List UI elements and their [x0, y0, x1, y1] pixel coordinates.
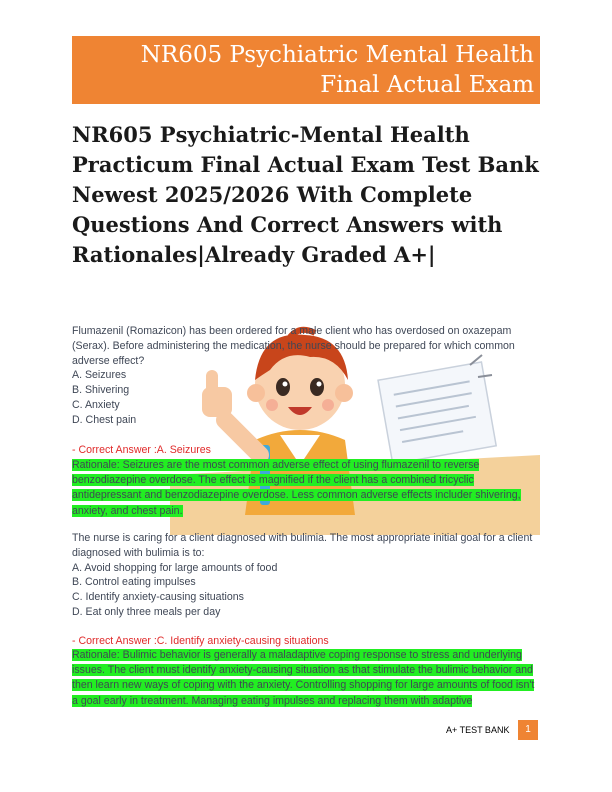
rationale-text: Rationale: Bulimic behavior is generally a maladaptive coping response to stress and underlying issues. The client must identify anxiety-causing situation as that stimulate the bulimic behavior and then learn new ways of coping with the anxiety. Controlling shopping for large amounts of food isn't a goal early in treatment. Managing eating impulses and replacing them with adaptive [72, 649, 535, 707]
question-2 [72, 531, 542, 620]
banner-title: NR605 Psychiatric Mental Health Final Actual Exam [140, 42, 534, 98]
question-stem: Flumazenil (Romazicon) has been ordered for a male client who has overdosed on oxazepam (Serax). Before administering the medication, the nurse should be prepared for which common adverse effect? [72, 325, 515, 367]
option-d: D. Eat only three meals per day [72, 605, 221, 618]
option-a: A. Seizures [72, 369, 127, 382]
option-a: A. Avoid shopping for large amounts of food [72, 561, 278, 574]
document-title: NR605 Psychiatric-Mental Health Practicum Final Actual Exam Test Bank Newest 2025/2026 With Complete Questions And Correct Answers with Rationales|Already Graded A+| [72, 122, 539, 267]
header-banner [72, 36, 540, 104]
rationale-1 [72, 458, 542, 519]
option-b: B. Control eating impulses [72, 576, 196, 589]
correct-answer-1: - Correct Answer :A. Seizures [72, 444, 211, 456]
rationale-text: Rationale: Seizures are the most common adverse effect of using flumazenil to reverse benzodiazepine overdose. The effect is magnified if the client has a combined tricyclic antidepressant and benzodiazepine overdose. Less common adverse effects includer shivering, anxiety, and chest pain. [72, 459, 521, 517]
correct-answer-2: - Correct Answer :C. Identify anxiety-causing situations [72, 635, 329, 647]
question-1 [72, 324, 542, 428]
option-b: B. Shivering [72, 384, 130, 397]
rationale-2 [72, 648, 542, 709]
question-stem: The nurse is caring for a client diagnosed with bulimia. The most appropriate initial goal for a client diagnosed with bulimia is to: [72, 532, 533, 559]
option-c: C. Anxiety [72, 398, 120, 411]
footer-label: A+ TEST BANK [446, 725, 510, 735]
page-number: 1 [518, 720, 538, 740]
option-d: D. Chest pain [72, 413, 137, 426]
option-c: C. Identify anxiety-causing situations [72, 591, 244, 604]
